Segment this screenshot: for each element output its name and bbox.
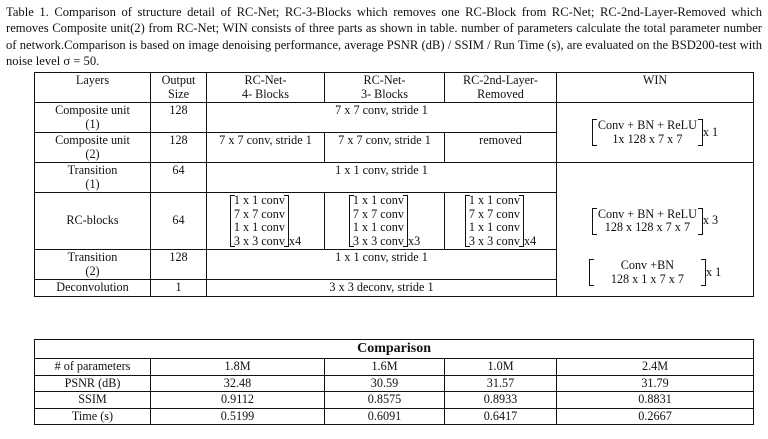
structure-table bbox=[34, 72, 754, 297]
header-output-size: Output Size bbox=[151, 73, 207, 103]
row-composite-unit-1 bbox=[35, 103, 754, 133]
header-row bbox=[35, 73, 754, 103]
layer-name: Transition (2) bbox=[35, 250, 151, 280]
value-rc3: 30.59 bbox=[325, 375, 445, 392]
value-rc4: 0.5199 bbox=[151, 408, 325, 425]
value-win: 0.2667 bbox=[557, 408, 754, 425]
value-rc3: 1.6M bbox=[325, 359, 445, 376]
comparison-table bbox=[34, 339, 754, 425]
metric-label: # of parameters bbox=[35, 359, 151, 376]
header-win: WIN bbox=[557, 73, 754, 103]
metric-label: PSNR (dB) bbox=[35, 375, 151, 392]
layer-spec: 7 x 7 conv, stride 1 bbox=[207, 103, 557, 133]
value-rc2: 0.6417 bbox=[445, 408, 557, 425]
value-rc3: 0.8575 bbox=[325, 392, 445, 409]
value-rc4: 0.9112 bbox=[151, 392, 325, 409]
metric-label: SSIM bbox=[35, 392, 151, 409]
output-size: 128 bbox=[151, 133, 207, 163]
output-size: 1 bbox=[151, 280, 207, 297]
value-rc4: 1.8M bbox=[151, 359, 325, 376]
comparison-title-row bbox=[35, 340, 754, 359]
header-rc-net-4-blocks: RC-Net- 4- Blocks bbox=[207, 73, 325, 103]
value-win: 0.8831 bbox=[557, 392, 754, 409]
win-empty bbox=[557, 163, 754, 193]
header-rc-2nd-layer-removed: RC-2nd-Layer- Removed bbox=[445, 73, 557, 103]
layer-name: Composite unit (1) bbox=[35, 103, 151, 133]
value-rc4: 32.48 bbox=[151, 375, 325, 392]
value-win: 31.79 bbox=[557, 375, 754, 392]
value-win: 2.4M bbox=[557, 359, 754, 376]
layer-spec: 3 x 3 deconv, stride 1 bbox=[207, 280, 557, 297]
header-layers: Layers bbox=[35, 73, 151, 103]
table-caption: Table 1. Comparison of structure detail of RC-Net; RC-3-Blocks which removes one RC-Block from RC-Net; RC-2nd-Layer-Removed which removes Composite unit(2) from RC-Net; WIN consists of three parts as shown in table. number of parameters calculate the total parameter number of network.Comparison is based on image denoising performance, average PSNR (dB) / SSIM / Run Time (s), are evaluated on the BSD200-test with noise level σ = 50. bbox=[6, 5, 762, 69]
output-size: 64 bbox=[151, 193, 207, 250]
win-block-2: Conv + BN + ReLU 128 x 128 x 7 x 7 x 3 bbox=[557, 193, 754, 250]
rc3-spec: 7 x 7 conv, stride 1 bbox=[325, 133, 445, 163]
output-size: 128 bbox=[151, 103, 207, 133]
metric-label: Time (s) bbox=[35, 408, 151, 425]
layer-spec: 1 x 1 conv, stride 1 bbox=[207, 250, 557, 280]
header-rc-net-3-blocks: RC-Net- 3- Blocks bbox=[325, 73, 445, 103]
layer-name: RC-blocks bbox=[35, 193, 151, 250]
rc2-spec: removed bbox=[445, 133, 557, 163]
row-time bbox=[35, 408, 754, 425]
row-transition-2 bbox=[35, 250, 754, 280]
row-transition-1 bbox=[35, 163, 754, 193]
value-rc2: 31.57 bbox=[445, 375, 557, 392]
layer-name: Deconvolution bbox=[35, 280, 151, 297]
row-psnr bbox=[35, 375, 754, 392]
layer-name: Transition (1) bbox=[35, 163, 151, 193]
value-rc2: 1.0M bbox=[445, 359, 557, 376]
output-size: 128 bbox=[151, 250, 207, 280]
comparison-title: Comparison bbox=[35, 340, 754, 359]
win-block-3: Conv +BN 128 x 1 x 7 x 7 x 1 bbox=[557, 250, 754, 297]
row-rc-blocks bbox=[35, 193, 754, 250]
layer-spec: 1 x 1 conv, stride 1 bbox=[207, 163, 557, 193]
win-block-1: Conv + BN + ReLU 1x 128 x 7 x 7 x 1 bbox=[557, 103, 754, 163]
output-size: 64 bbox=[151, 163, 207, 193]
layer-name: Composite unit (2) bbox=[35, 133, 151, 163]
rc2-block: 1 x 1 conv 7 x 7 conv 1 x 1 conv 3 x 3 conv x4 bbox=[445, 193, 557, 250]
value-rc3: 0.6091 bbox=[325, 408, 445, 425]
rc3-block: 1 x 1 conv 7 x 7 conv 1 x 1 conv 3 x 3 conv x3 bbox=[325, 193, 445, 250]
rc4-spec: 7 x 7 conv, stride 1 bbox=[207, 133, 325, 163]
row-parameters bbox=[35, 359, 754, 376]
value-rc2: 0.8933 bbox=[445, 392, 557, 409]
row-ssim bbox=[35, 392, 754, 409]
rc4-block: 1 x 1 conv 7 x 7 conv 1 x 1 conv 3 x 3 conv x4 bbox=[207, 193, 325, 250]
